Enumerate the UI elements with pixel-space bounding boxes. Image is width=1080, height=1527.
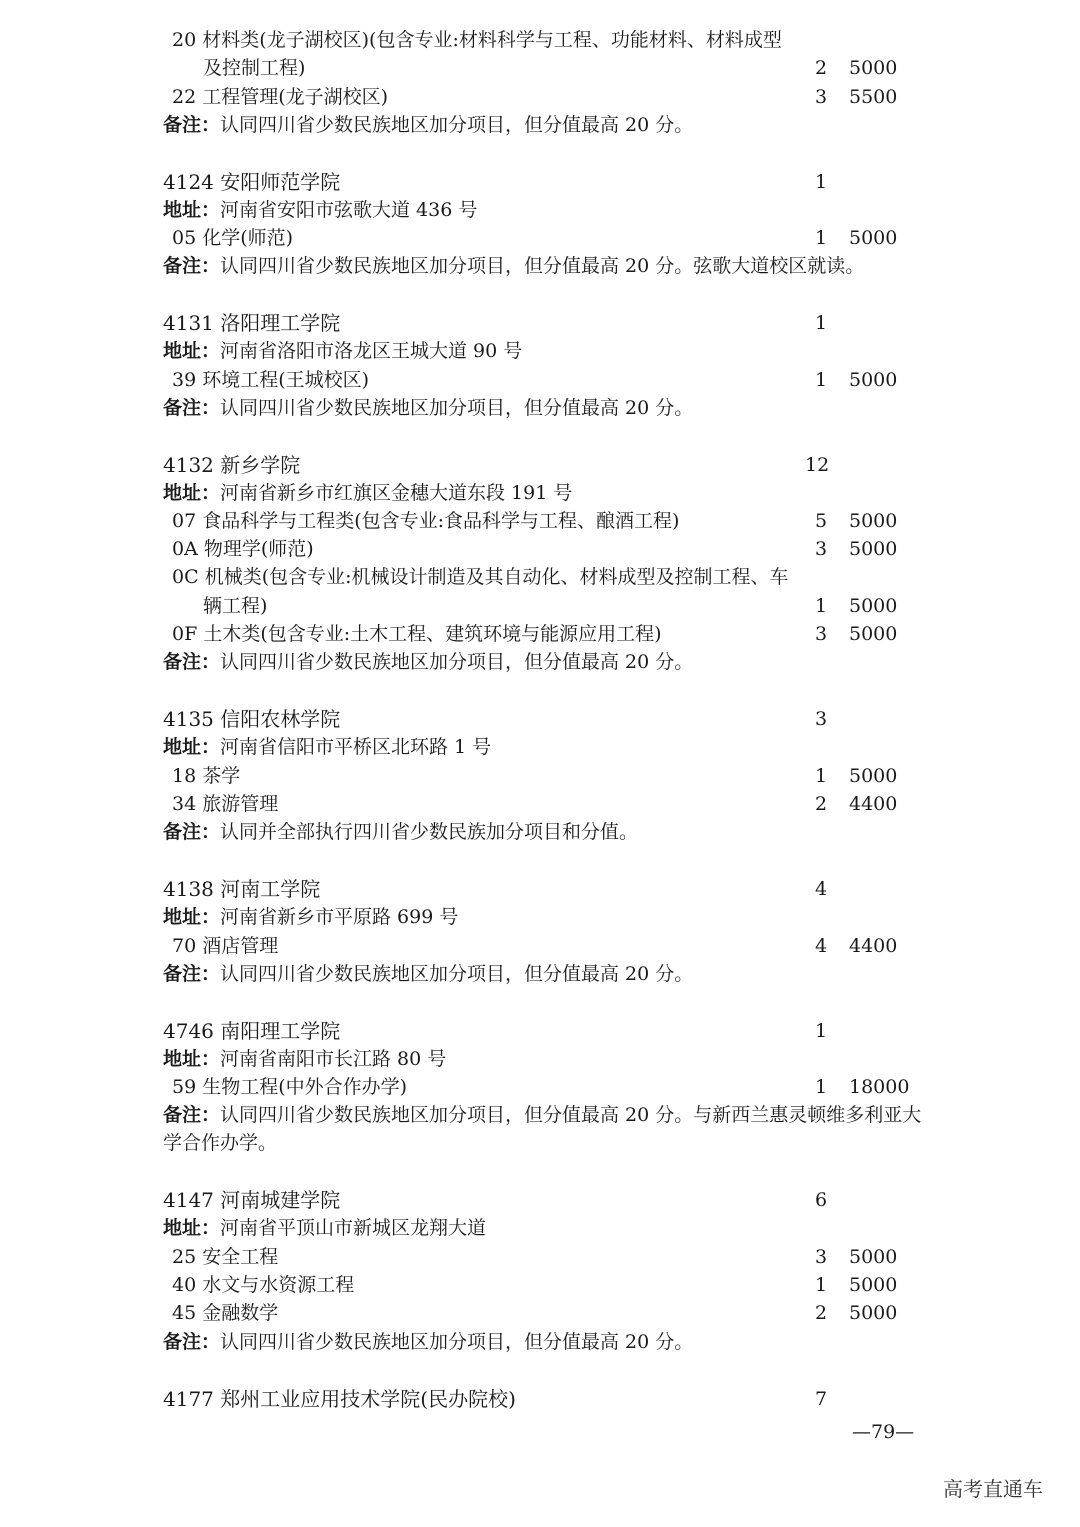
address-line (163, 196, 477, 224)
major-code: 59 (172, 1076, 197, 1098)
address-text: 河南省洛阳市洛龙区王城大道 90 号 (220, 340, 523, 362)
major-name-cont: 辆工程) (203, 595, 268, 617)
note-label: 备注： (163, 114, 221, 136)
major-name: 水文与水资源工程 (202, 1274, 355, 1296)
address-text: 河南省平顶山市新城区龙翔大道 (220, 1217, 487, 1239)
major-fee: 5000 (849, 623, 898, 645)
institution-header (163, 705, 340, 733)
major-fee: 4400 (849, 935, 898, 957)
institution-total: 6 (815, 1189, 828, 1211)
major-row (172, 507, 679, 535)
address-line (163, 733, 491, 761)
institution-code: 4131 (163, 311, 214, 335)
institution-name: 新乡学院 (220, 453, 301, 477)
note-line (163, 394, 693, 422)
institution-code: 4177 (163, 1387, 214, 1411)
note-label: 备注： (163, 821, 221, 843)
note-line (163, 1101, 921, 1129)
note-label: 备注： (163, 963, 221, 985)
institution-header (163, 1017, 340, 1045)
major-name: 安全工程 (202, 1246, 279, 1268)
address-text: 河南省新乡市平原路 699 号 (220, 906, 459, 928)
institution-name: 安阳师范学院 (220, 170, 341, 194)
major-name: 机械类(包含专业:机械设计制造及其自动化、材料成型及控制工程、车 (204, 566, 789, 588)
institution-code: 4124 (163, 170, 214, 194)
institution-total: 7 (815, 1388, 828, 1410)
major-code: 45 (172, 1302, 197, 1324)
major-fee: 5000 (849, 1246, 898, 1268)
address-label: 地址： (163, 736, 221, 758)
major-row (172, 366, 369, 394)
note-line (163, 252, 864, 280)
note-line (163, 648, 693, 676)
major-row (172, 1243, 278, 1271)
major-code: 07 (172, 510, 197, 532)
note-label: 备注： (163, 397, 221, 419)
address-line (163, 1214, 486, 1242)
major-fee: 5000 (849, 765, 898, 787)
note-label: 备注： (163, 1331, 221, 1353)
major-code: 05 (172, 227, 197, 249)
note-text: 认同四川省少数民族地区加分项目，但分值最高 20 分。 (220, 651, 694, 673)
institution-total: 4 (815, 878, 828, 900)
major-count: 5 (815, 510, 828, 532)
institution-header (163, 451, 300, 479)
major-count: 1 (815, 765, 828, 787)
major-count: 3 (815, 86, 828, 108)
major-count: 3 (815, 623, 828, 645)
address-label: 地址： (163, 906, 221, 928)
major-name: 生物工程(中外合作办学) (202, 1076, 408, 1098)
major-fee: 5000 (849, 227, 898, 249)
note-line (163, 818, 638, 846)
note-label: 备注： (163, 651, 221, 673)
address-label: 地址： (163, 1048, 221, 1070)
note-label: 备注： (163, 1104, 221, 1126)
major-fee: 5000 (849, 595, 898, 617)
major-name: 工程管理(龙子湖校区) (202, 86, 389, 108)
address-label: 地址： (163, 1217, 221, 1239)
major-fee: 5000 (849, 1302, 898, 1324)
major-count: 1 (815, 227, 828, 249)
major-fee: 5000 (849, 538, 898, 560)
watermark: 高考直通车 (943, 1477, 1043, 1501)
major-fee: 5000 (849, 510, 898, 532)
major-row (172, 563, 789, 591)
note-text: 认同并全部执行四川省少数民族加分项目和分值。 (220, 821, 639, 843)
major-row (172, 932, 278, 960)
institution-total: 1 (815, 1020, 828, 1042)
institution-header (163, 1385, 516, 1413)
major-count: 4 (815, 935, 828, 957)
major-count: 2 (815, 1302, 828, 1324)
address-text: 河南省安阳市弦歌大道 436 号 (220, 199, 478, 221)
major-code: 20 (172, 29, 197, 51)
address-line (163, 337, 522, 365)
major-count: 1 (815, 595, 828, 617)
major-row (172, 762, 240, 790)
major-name: 酒店管理 (202, 935, 279, 957)
major-count: 3 (815, 1246, 828, 1268)
major-code: 18 (172, 765, 197, 787)
major-code: 0A (172, 538, 198, 560)
major-name: 旅游管理 (202, 793, 279, 815)
major-fee: 5000 (849, 57, 898, 79)
address-line (163, 903, 458, 931)
major-code: 39 (172, 369, 197, 391)
institution-name: 南阳理工学院 (220, 1019, 341, 1043)
major-row (172, 1271, 354, 1299)
address-text: 河南省新乡市红旗区金穗大道东段 191 号 (220, 482, 573, 504)
note-text: 认同四川省少数民族地区加分项目，但分值最高 20 分。 (220, 397, 694, 419)
institution-name: 河南工学院 (220, 877, 321, 901)
note-line (163, 111, 693, 139)
major-name: 材料类(龙子湖校区)(包含专业:材料科学与工程、功能材料、材料成型 (202, 29, 782, 51)
institution-code: 4135 (163, 707, 214, 731)
major-fee: 5000 (849, 1274, 898, 1296)
note-line (163, 960, 693, 988)
address-label: 地址： (163, 482, 221, 504)
major-row (172, 790, 278, 818)
major-fee: 4400 (849, 793, 898, 815)
major-row (172, 1073, 407, 1101)
institution-total: 12 (805, 454, 830, 476)
major-count: 1 (815, 1076, 828, 1098)
institution-name: 河南城建学院 (220, 1188, 341, 1212)
institution-name: 洛阳理工学院 (220, 311, 341, 335)
note-text: 认同四川省少数民族地区加分项目，但分值最高 20 分。 (220, 963, 694, 985)
institution-total: 1 (815, 171, 828, 193)
address-label: 地址： (163, 340, 221, 362)
address-line (163, 479, 572, 507)
major-fee: 5000 (849, 369, 898, 391)
major-count: 2 (815, 57, 828, 79)
major-code: 70 (172, 935, 197, 957)
address-text: 河南省南阳市长江路 80 号 (220, 1048, 447, 1070)
major-name: 环境工程(王城校区) (202, 369, 370, 391)
major-row (172, 1299, 278, 1327)
institution-header (163, 1186, 340, 1214)
major-fee: 18000 (849, 1076, 910, 1098)
note-text: 认同四川省少数民族地区加分项目，但分值最高 20 分。与新西兰惠灵顿维多利亚大 (220, 1104, 922, 1126)
page-number: —79— (852, 1421, 915, 1443)
major-name: 茶学 (202, 765, 241, 787)
note-label: 备注： (163, 255, 221, 277)
note-cont: 学合作办学。 (163, 1132, 278, 1154)
note-text: 认同四川省少数民族地区加分项目，但分值最高 20 分。 (220, 114, 694, 136)
note-line (163, 1328, 693, 1356)
major-row (172, 83, 388, 111)
major-name: 食品科学与工程类(包含专业:食品科学与工程、酿酒工程) (202, 510, 680, 532)
major-count: 2 (815, 793, 828, 815)
major-name: 土木类(包含专业:土木工程、建筑环境与能源应用工程) (203, 623, 662, 645)
address-label: 地址： (163, 199, 221, 221)
major-row (172, 224, 293, 252)
major-row (172, 26, 782, 54)
major-code: 0C (172, 566, 199, 588)
major-code: 0F (172, 623, 198, 645)
major-count: 3 (815, 538, 828, 560)
institution-header (163, 875, 320, 903)
major-code: 22 (172, 86, 197, 108)
major-name: 物理学(师范) (203, 538, 314, 560)
institution-name: 郑州工业应用技术学院(民办院校) (220, 1387, 516, 1411)
major-count: 1 (815, 1274, 828, 1296)
major-code: 25 (172, 1246, 197, 1268)
major-name: 化学(师范) (202, 227, 294, 249)
major-row (172, 620, 662, 648)
institution-total: 3 (815, 708, 828, 730)
institution-header (163, 309, 340, 337)
major-name-cont: 及控制工程) (203, 57, 306, 79)
major-code: 40 (172, 1274, 197, 1296)
major-row (172, 535, 314, 563)
note-text: 认同四川省少数民族地区加分项目，但分值最高 20 分。 (220, 1331, 694, 1353)
institution-code: 4147 (163, 1188, 214, 1212)
institution-total: 1 (815, 312, 828, 334)
major-fee: 5500 (849, 86, 898, 108)
major-name: 金融数学 (202, 1302, 279, 1324)
address-text: 河南省信阳市平桥区北环路 1 号 (220, 736, 492, 758)
institution-code: 4746 (163, 1019, 214, 1043)
institution-code: 4138 (163, 877, 214, 901)
major-count: 1 (815, 369, 828, 391)
major-code: 34 (172, 793, 197, 815)
institution-name: 信阳农林学院 (220, 707, 341, 731)
institution-header (163, 168, 340, 196)
institution-code: 4132 (163, 453, 214, 477)
note-text: 认同四川省少数民族地区加分项目，但分值最高 20 分。弦歌大道校区就读。 (220, 255, 865, 277)
address-line (163, 1045, 446, 1073)
